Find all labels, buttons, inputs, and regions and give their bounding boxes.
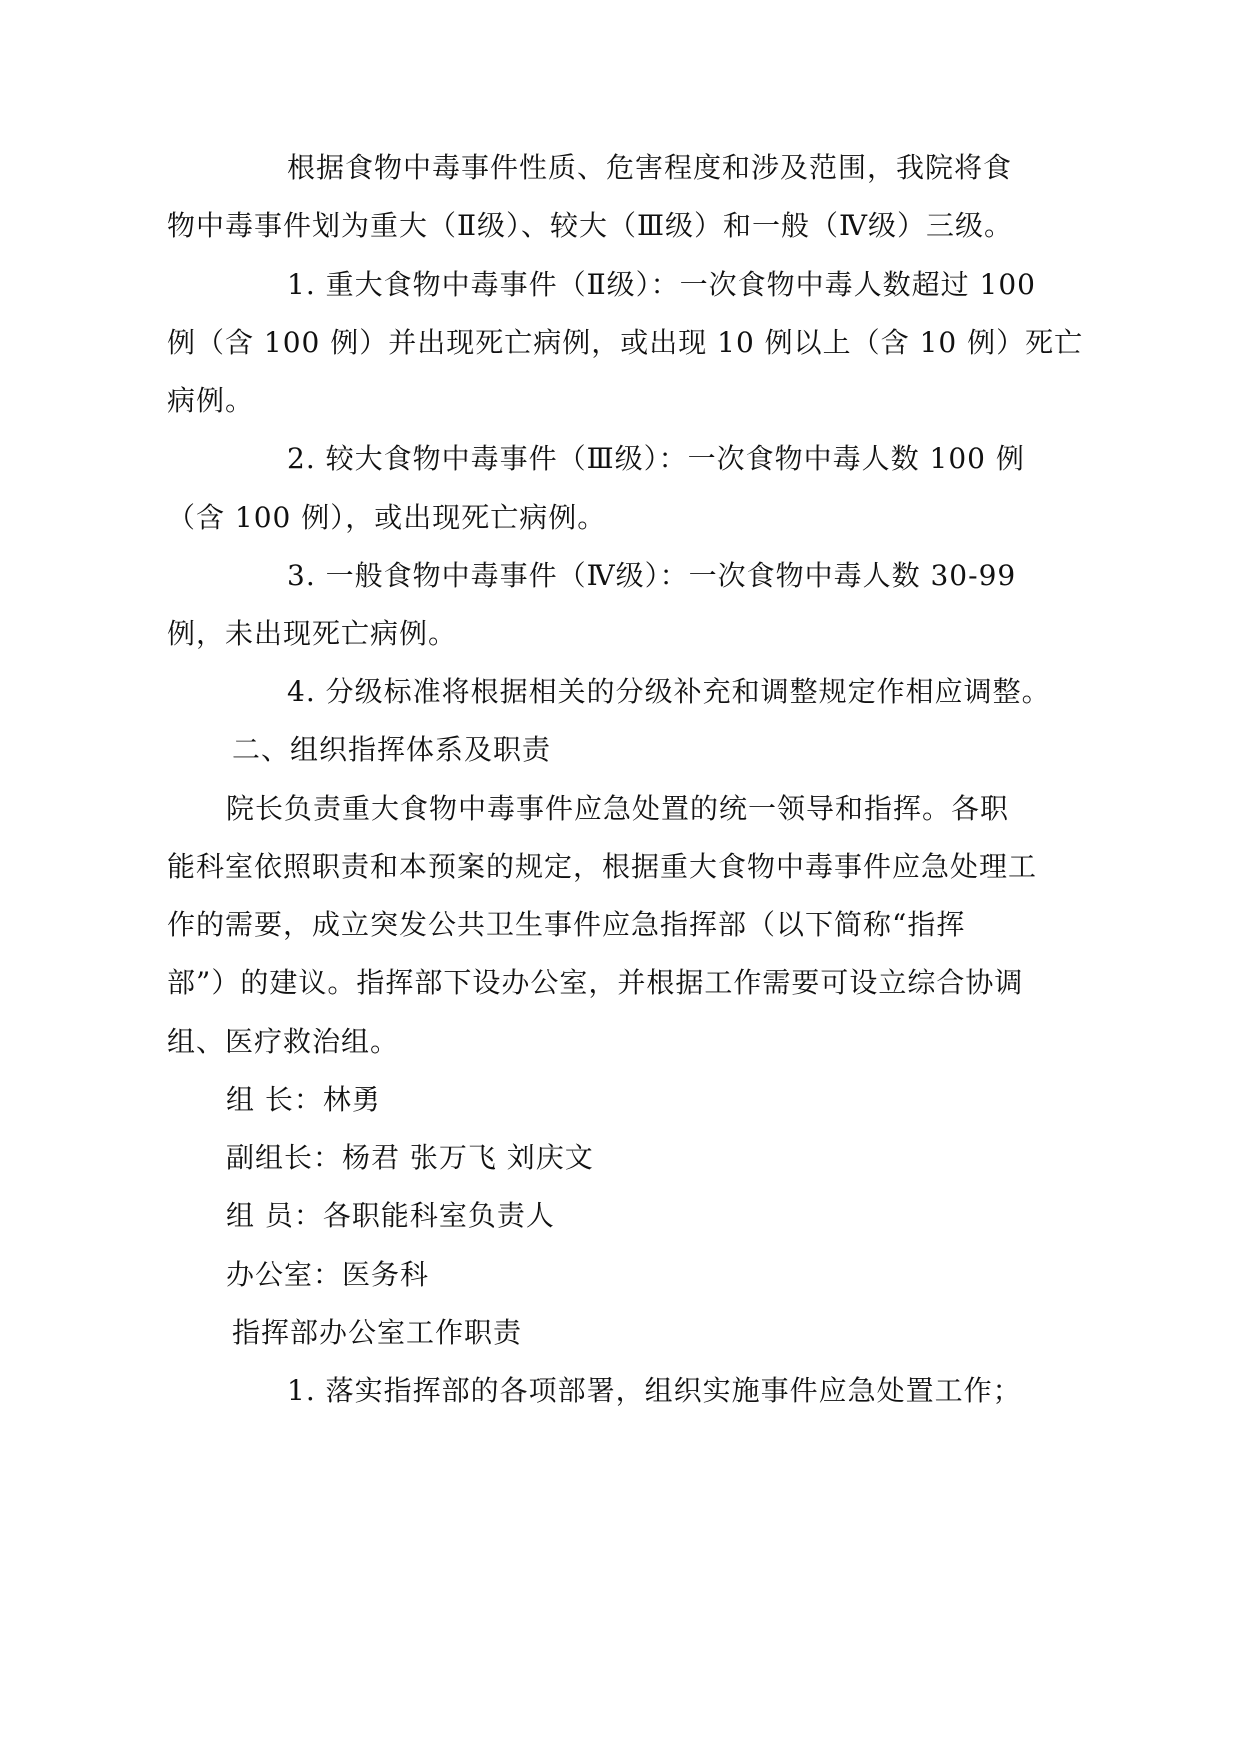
team-leader-line: 组 长：林勇: [226, 1083, 381, 1116]
paragraph-line: 根据食物中毒事件性质、危害程度和涉及范围，我院将食: [287, 151, 1013, 184]
section-heading: 二、组织指挥体系及职责: [232, 733, 552, 766]
office-line: 办公室：医务科: [226, 1258, 430, 1291]
paragraph-line: 例，未出现死亡病例。: [167, 617, 458, 650]
list-item-line: 1. 重大食物中毒事件（Ⅱ级）：一次食物中毒人数超过 100: [287, 268, 1036, 301]
list-item-line: 3. 一般食物中毒事件（Ⅳ级）：一次食物中毒人数 30-99: [287, 559, 1017, 592]
list-item-line: 2. 较大食物中毒事件（Ⅲ级）：一次食物中毒人数 100 例: [287, 442, 1025, 475]
list-item-line: 4. 分级标准将根据相关的分级补充和调整规定作相应调整。: [287, 675, 1051, 708]
paragraph-line: 能科室依照职责和本预案的规定，根据重大食物中毒事件应急处理工: [167, 850, 1038, 883]
paragraph-line: 物中毒事件划为重大（Ⅱ级）、较大（Ⅲ级）和一般（Ⅳ级）三级。: [167, 209, 1014, 242]
paragraph-line: 作的需要，成立突发公共卫生事件应急指挥部（以下简称“指挥: [167, 908, 966, 941]
paragraph-line: （含 100 例），或出现死亡病例。: [167, 501, 607, 534]
paragraph-line: 组、医疗救治组。: [167, 1025, 400, 1058]
team-members-line: 组 员：各职能科室负责人: [226, 1199, 555, 1232]
subsection-heading: 指挥部办公室工作职责: [232, 1316, 523, 1349]
paragraph-line: 部”）的建议。指挥部下设办公室，并根据工作需要可设立综合协调: [167, 966, 1024, 999]
deputy-leader-line: 副组长：杨君 张万飞 刘庆文: [226, 1141, 594, 1174]
paragraph-line: 病例。: [167, 384, 255, 417]
paragraph-line: 例（含 100 例）并出现死亡病例，或出现 10 例以上（含 10 例）死亡: [167, 326, 1084, 359]
list-item-line: 1. 落实指挥部的各项部署，组织实施事件应急处置工作；: [287, 1374, 1022, 1407]
paragraph-line: 院长负责重大食物中毒事件应急处置的统一领导和指挥。各职: [226, 792, 1010, 825]
